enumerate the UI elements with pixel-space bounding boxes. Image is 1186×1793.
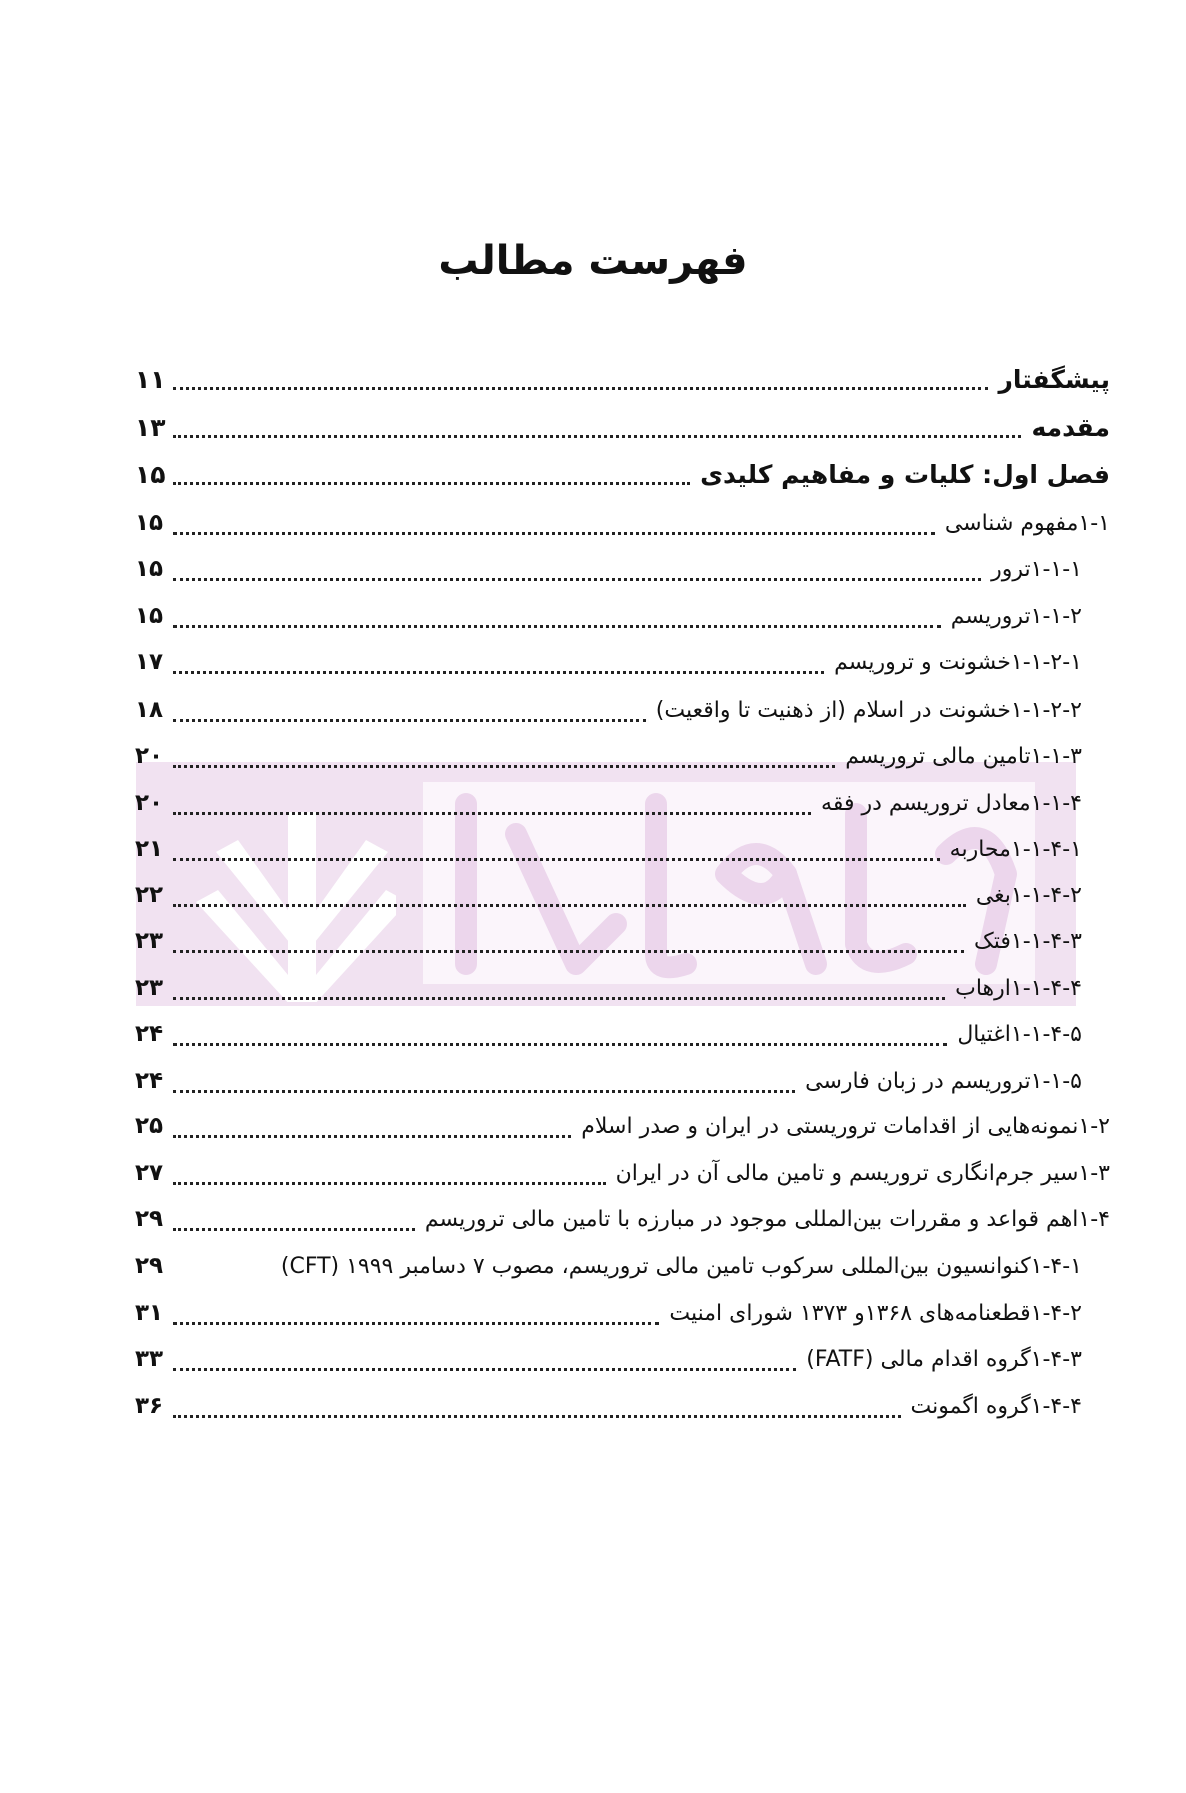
dot-leader bbox=[173, 904, 966, 907]
toc-entry-title: ۱-۲نمونه‌هایی از اقدامات تروریستی در ایران و صدر اسلام bbox=[581, 1114, 1110, 1139]
toc-entry-title: ۱-۱-۴معادل تروریسم در فقه bbox=[821, 791, 1082, 816]
toc-entry[interactable] bbox=[135, 743, 1082, 783]
dot-leader bbox=[173, 387, 988, 390]
dot-leader bbox=[173, 950, 964, 953]
toc-entry[interactable] bbox=[135, 697, 1082, 737]
toc-entry[interactable] bbox=[135, 510, 1110, 550]
dot-leader bbox=[173, 719, 646, 722]
page-title: فهرست مطالب bbox=[438, 238, 748, 284]
toc-entry[interactable] bbox=[135, 1346, 1082, 1386]
toc-entry[interactable] bbox=[135, 882, 1082, 922]
toc-entry-title: ۱-۱-۳تامین مالی تروریسم bbox=[845, 744, 1082, 769]
toc-entry-title: ۱-۴اهم قواعد و مقررات بین‌المللی موجود در مبارزه با تامین مالی تروریسم bbox=[424, 1207, 1110, 1232]
toc-entry-title: ۱-۱-۲-۲خشونت در اسلام (از ذهنیت تا واقعیت) bbox=[655, 698, 1082, 723]
toc-entry[interactable] bbox=[135, 836, 1082, 876]
toc-entry-title: ۱-۱-۲-۱خشونت و تروریسم bbox=[834, 650, 1082, 675]
toc-entry[interactable] bbox=[135, 1206, 1110, 1246]
toc-entry[interactable] bbox=[135, 460, 1110, 500]
toc-entry-title: ۱-۴-۴گروه اگمونت bbox=[910, 1394, 1082, 1419]
toc-page-number: ۲۳ bbox=[135, 928, 164, 954]
dot-leader bbox=[173, 1368, 796, 1371]
toc-entry[interactable] bbox=[135, 365, 1110, 405]
dot-leader bbox=[173, 997, 945, 1000]
toc-entry[interactable] bbox=[135, 1021, 1082, 1061]
dot-leader bbox=[173, 482, 690, 485]
toc-page-number: ۱۱ bbox=[135, 365, 166, 394]
dot-leader bbox=[173, 1090, 795, 1093]
toc-entry[interactable] bbox=[135, 1068, 1082, 1108]
toc-entry[interactable] bbox=[135, 556, 1082, 596]
toc-entry-title: ۱-۳سیر جرم‌انگاری تروریسم و تامین مالی آن در ایران bbox=[615, 1161, 1110, 1186]
toc-entry[interactable] bbox=[135, 1113, 1110, 1153]
dot-leader bbox=[173, 1043, 947, 1046]
toc-entry[interactable] bbox=[135, 413, 1110, 453]
toc-page-number: ۲۳ bbox=[135, 975, 164, 1001]
toc-page-number: ۳۱ bbox=[135, 1300, 164, 1326]
toc-entry-title: ۱-۱-۲تروریسم bbox=[950, 604, 1082, 629]
toc-page-number: ۲۹ bbox=[135, 1206, 164, 1232]
toc-page-number: ۱۷ bbox=[135, 649, 164, 675]
toc-entry[interactable] bbox=[135, 1300, 1082, 1340]
toc-page-number: ۲۰ bbox=[135, 790, 164, 816]
toc-page-number: ۲۹ bbox=[135, 1253, 164, 1279]
toc-page-number: ۱۵ bbox=[135, 603, 164, 629]
toc-page-number: ۱۵ bbox=[135, 556, 164, 582]
toc-page-number: ۲۲ bbox=[135, 882, 164, 908]
toc-page-number: ۲۵ bbox=[135, 1113, 164, 1139]
dot-leader bbox=[173, 1182, 606, 1185]
toc-page-number: ۳۶ bbox=[135, 1393, 164, 1419]
dot-leader bbox=[173, 625, 941, 628]
toc-entry[interactable] bbox=[135, 975, 1082, 1015]
toc-page-number: ۱۵ bbox=[135, 510, 164, 536]
toc-entry-title: ۱-۱-۴-۱محاربه bbox=[949, 837, 1082, 862]
toc-entry-title: ۱-۱-۴-۵اغتیال bbox=[957, 1022, 1082, 1047]
dot-leader bbox=[173, 812, 811, 815]
toc-page-number: ۲۱ bbox=[135, 836, 164, 862]
toc-entry-title: ۱-۱-۵تروریسم در زبان فارسی bbox=[805, 1069, 1082, 1094]
toc-entry[interactable] bbox=[135, 603, 1082, 643]
toc-entry[interactable] bbox=[135, 1393, 1082, 1433]
toc-page-number: ۲۴ bbox=[135, 1068, 164, 1094]
dot-leader bbox=[173, 671, 824, 674]
toc-page-number: ۲۷ bbox=[135, 1160, 164, 1186]
dot-leader bbox=[173, 765, 835, 768]
toc-entry-title: ۱-۱-۱ترور bbox=[991, 557, 1082, 582]
toc-entry-title: ۱-۱-۴-۴ارهاب bbox=[955, 976, 1082, 1001]
toc-entry[interactable] bbox=[135, 1160, 1110, 1200]
dot-leader bbox=[173, 435, 1021, 438]
toc-entry-title: ۱-۴-۲قطعنامه‌های ۱۳۶۸و ۱۳۷۳ شورای امنیت bbox=[669, 1301, 1082, 1326]
toc-page-number: ۳۳ bbox=[135, 1346, 164, 1372]
toc-entry-title: ۱-۴-۳گروه اقدام مالی (FATF) bbox=[806, 1347, 1082, 1372]
toc-entry[interactable] bbox=[135, 1253, 1082, 1293]
dot-leader bbox=[173, 532, 935, 535]
toc-entry-title: ۱-۱مفهوم شناسی bbox=[944, 511, 1110, 536]
toc-page-number: ۱۵ bbox=[135, 460, 166, 489]
dot-leader bbox=[173, 858, 940, 861]
dot-leader bbox=[173, 1228, 415, 1231]
toc-entry-title: ۱-۴-۱کنوانسیون بین‌المللی سرکوب تامین مالی تروریسم، مصوب ۷ دسامبر ۱۹۹۹ (CFT) bbox=[280, 1254, 1082, 1279]
toc-page-number: ۱۸ bbox=[135, 697, 164, 723]
toc-entry-title: ۱-۱-۴-۳فتک bbox=[974, 929, 1082, 954]
toc-page-number: ۲۰ bbox=[135, 743, 164, 769]
toc-entry[interactable] bbox=[135, 928, 1082, 968]
dot-leader bbox=[173, 1415, 901, 1418]
dot-leader bbox=[173, 1135, 571, 1138]
toc-page-number: ۱۳ bbox=[135, 413, 166, 442]
toc-entry[interactable] bbox=[135, 790, 1082, 830]
toc-entry-title: ۱-۱-۴-۲بغی bbox=[975, 883, 1082, 908]
dot-leader bbox=[173, 1322, 659, 1325]
toc-entry-title: مقدمه bbox=[1031, 413, 1110, 442]
toc-entry[interactable] bbox=[135, 649, 1082, 689]
toc-entry-title: پیشگفتار bbox=[998, 365, 1110, 394]
toc-entry-title: فصل اول: کلیات و مفاهیم کلیدی bbox=[700, 460, 1110, 489]
toc-page-number: ۲۴ bbox=[135, 1021, 164, 1047]
dot-leader bbox=[173, 578, 981, 581]
